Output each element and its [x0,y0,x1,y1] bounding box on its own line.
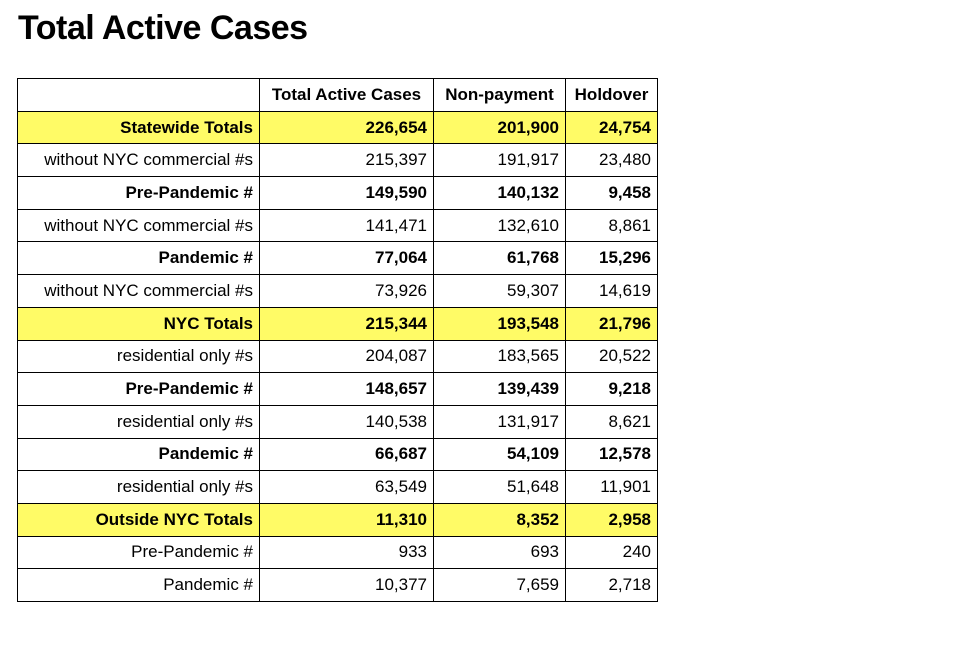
row-label-cell: residential only #s [18,340,260,373]
total-active-cases-cell: 73,926 [260,275,434,308]
header-cell-non-payment: Non-payment [434,79,566,112]
header-cell-total-active-cases: Total Active Cases [260,79,434,112]
row-label-cell: Pre-Pandemic # [18,536,260,569]
table-row [18,503,658,536]
holdover-cell: 23,480 [566,144,658,177]
total-active-cases-cell: 63,549 [260,471,434,504]
non-payment-cell: 7,659 [434,569,566,602]
non-payment-cell: 201,900 [434,111,566,144]
table-row [18,209,658,242]
holdover-cell: 8,861 [566,209,658,242]
total-active-cases-cell: 215,344 [260,307,434,340]
holdover-cell: 2,958 [566,503,658,536]
row-label-cell: Pandemic # [18,569,260,602]
non-payment-cell: 54,109 [434,438,566,471]
holdover-cell: 9,218 [566,373,658,406]
row-label-cell: residential only #s [18,471,260,504]
page-title: Total Active Cases [18,9,308,47]
total-active-cases-cell: 226,654 [260,111,434,144]
holdover-cell: 24,754 [566,111,658,144]
table-row [18,242,658,275]
table-row [18,111,658,144]
non-payment-cell: 139,439 [434,373,566,406]
table-row [18,307,658,340]
non-payment-cell: 8,352 [434,503,566,536]
total-active-cases-cell: 148,657 [260,373,434,406]
total-active-cases-cell: 66,687 [260,438,434,471]
non-payment-cell: 132,610 [434,209,566,242]
non-payment-cell: 51,648 [434,471,566,504]
table-row [18,438,658,471]
row-label-cell: residential only #s [18,405,260,438]
total-active-cases-cell: 11,310 [260,503,434,536]
total-active-cases-cell: 204,087 [260,340,434,373]
holdover-cell: 12,578 [566,438,658,471]
row-label-cell: without NYC commercial #s [18,275,260,308]
row-label-cell: NYC Totals [18,307,260,340]
holdover-cell: 15,296 [566,242,658,275]
holdover-cell: 21,796 [566,307,658,340]
holdover-cell: 2,718 [566,569,658,602]
total-active-cases-cell: 10,377 [260,569,434,602]
non-payment-cell: 693 [434,536,566,569]
non-payment-cell: 131,917 [434,405,566,438]
row-label-cell: Statewide Totals [18,111,260,144]
row-label-cell: without NYC commercial #s [18,144,260,177]
table-row [18,340,658,373]
header-cell-holdover: Holdover [566,79,658,112]
row-label-cell: Pre-Pandemic # [18,373,260,406]
table-row [18,275,658,308]
total-active-cases-cell: 149,590 [260,177,434,210]
holdover-cell: 20,522 [566,340,658,373]
holdover-cell: 11,901 [566,471,658,504]
holdover-cell: 240 [566,536,658,569]
holdover-cell: 14,619 [566,275,658,308]
non-payment-cell: 193,548 [434,307,566,340]
non-payment-cell: 61,768 [434,242,566,275]
header-cell-label [18,79,260,112]
non-payment-cell: 140,132 [434,177,566,210]
table-row [18,177,658,210]
table-row [18,569,658,602]
total-active-cases-cell: 215,397 [260,144,434,177]
holdover-cell: 8,621 [566,405,658,438]
total-active-cases-cell: 77,064 [260,242,434,275]
total-active-cases-cell: 933 [260,536,434,569]
total-active-cases-cell: 141,471 [260,209,434,242]
non-payment-cell: 59,307 [434,275,566,308]
holdover-cell: 9,458 [566,177,658,210]
table-row [18,536,658,569]
table-body [18,111,658,601]
row-label-cell: Outside NYC Totals [18,503,260,536]
total-active-cases-cell: 140,538 [260,405,434,438]
row-label-cell: without NYC commercial #s [18,209,260,242]
table-row [18,144,658,177]
table-row [18,405,658,438]
row-label-cell: Pandemic # [18,438,260,471]
non-payment-cell: 183,565 [434,340,566,373]
table-row [18,373,658,406]
non-payment-cell: 191,917 [434,144,566,177]
table-row [18,471,658,504]
row-label-cell: Pre-Pandemic # [18,177,260,210]
row-label-cell: Pandemic # [18,242,260,275]
table-header-row [18,79,658,112]
active-cases-table [17,78,658,602]
